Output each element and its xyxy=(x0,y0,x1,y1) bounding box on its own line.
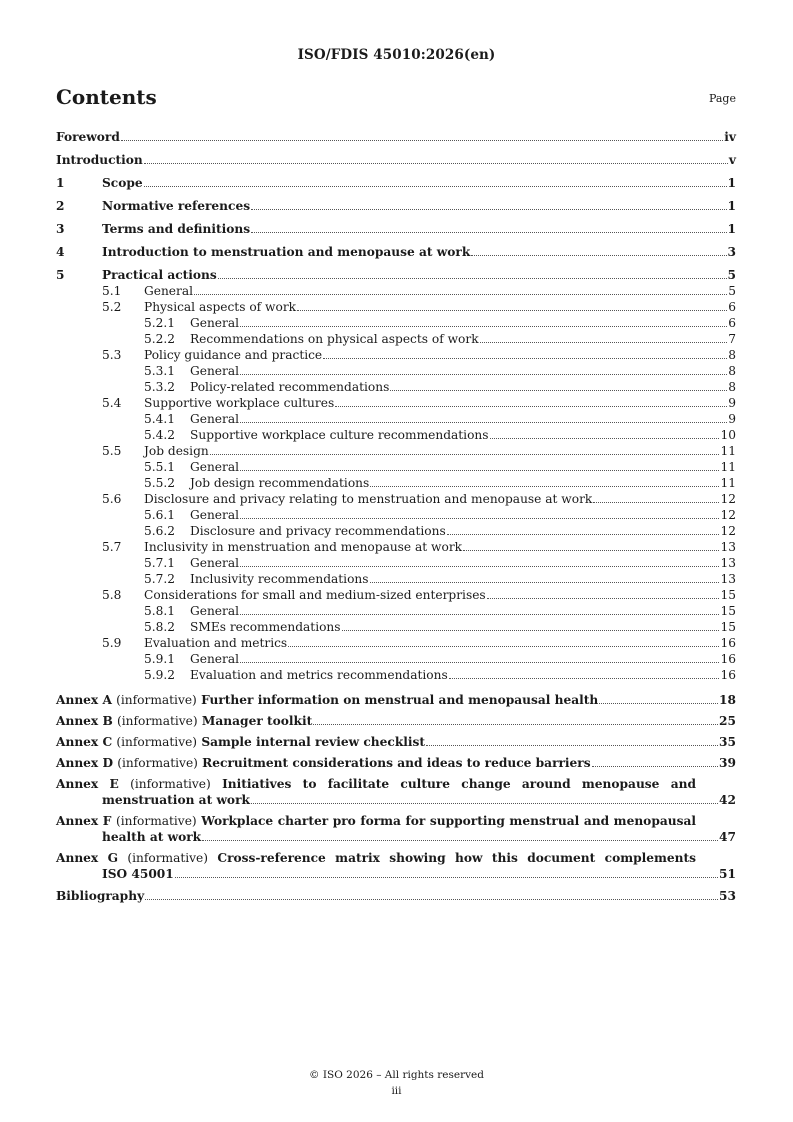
toc-entry-page: 8 xyxy=(728,364,736,378)
dot-leader xyxy=(471,255,726,256)
toc-entry-number: 5.5 xyxy=(102,444,122,458)
annex-entry[interactable] xyxy=(56,776,736,808)
toc-entry-number: 5.9 xyxy=(102,636,122,650)
toc-entry[interactable] xyxy=(56,283,736,299)
toc-entry-title: Physical aspects of work xyxy=(144,300,297,314)
toc-entry-title: Disclosure and privacy relating to menstruation and menopause at work xyxy=(144,492,593,506)
annex-title: Workplace charter pro forma for supporting menstrual and menopausal xyxy=(201,814,696,828)
toc-entry-number: 5.2 xyxy=(102,300,122,314)
annex-kind: (informative) xyxy=(117,714,198,728)
dot-leader xyxy=(490,438,720,439)
toc-entry[interactable] xyxy=(56,331,736,347)
toc-entry-page: 13 xyxy=(720,572,736,586)
annex-first-line xyxy=(56,850,696,866)
annex-entry[interactable] xyxy=(56,755,736,771)
toc-entry-page: 10 xyxy=(720,428,736,442)
annex-title: Sample internal review checklist xyxy=(201,735,426,749)
toc-entry[interactable] xyxy=(56,129,736,145)
dot-leader xyxy=(240,326,727,327)
dot-leader xyxy=(342,630,720,631)
annex-page: 51 xyxy=(719,867,736,881)
toc-entry-number: 5.7.1 xyxy=(144,556,176,570)
annex-title: Cross-reference matrix showing how this document complements xyxy=(217,851,696,865)
toc-entry-page: 12 xyxy=(720,492,736,506)
toc-entry-title: Terms and definitions xyxy=(102,222,251,236)
toc-entry-title: Evaluation and metrics xyxy=(144,636,288,650)
dot-leader xyxy=(592,766,718,767)
toc-entry-page: 6 xyxy=(728,300,736,314)
toc-entry-page: iv xyxy=(724,130,736,144)
annex-page: 39 xyxy=(719,756,736,770)
toc-entry-page: 11 xyxy=(720,444,736,458)
annex-kind: (informative) xyxy=(127,851,209,865)
toc-entry-page: 6 xyxy=(728,316,736,330)
dot-leader xyxy=(240,374,727,375)
toc-entry[interactable] xyxy=(56,395,736,411)
annex-second-line xyxy=(56,829,736,845)
dot-leader xyxy=(240,470,719,471)
dot-leader xyxy=(240,614,719,615)
toc-entry-title: Scope xyxy=(102,176,143,190)
dot-leader xyxy=(487,598,720,599)
toc-entry[interactable] xyxy=(56,315,736,331)
annex-title: Recruitment considerations and ideas to reduce barriers xyxy=(202,756,591,770)
toc-entry[interactable] xyxy=(56,571,736,587)
toc-entry[interactable] xyxy=(56,491,736,507)
annex-label: Annex G xyxy=(56,851,118,865)
dot-leader xyxy=(202,840,718,841)
toc-entry[interactable] xyxy=(56,651,736,667)
toc-entry-page: 11 xyxy=(720,460,736,474)
toc-entry-page: 15 xyxy=(720,620,736,634)
annex-entry[interactable] xyxy=(56,850,736,882)
page-footer xyxy=(0,1067,793,1099)
annex-first-line xyxy=(56,813,696,829)
toc-entry-page: 15 xyxy=(720,604,736,618)
annex-label: Annex C xyxy=(56,735,113,749)
dot-leader xyxy=(447,534,720,535)
toc-entry[interactable] xyxy=(56,299,736,315)
toc-entry-page: 15 xyxy=(720,588,736,602)
toc-entry-number: 5.5.1 xyxy=(144,460,176,474)
toc-entry-number: 3 xyxy=(56,222,65,236)
document-identifier: ISO/FDIS 45010:2026(en) xyxy=(297,47,496,63)
annex-kind: (informative) xyxy=(116,735,198,749)
annex-first-line xyxy=(56,776,696,792)
annex-entry[interactable] xyxy=(56,692,736,708)
toc-entry-number: 5.1 xyxy=(102,284,122,298)
toc-entry-title: General xyxy=(190,508,239,522)
toc-entry[interactable] xyxy=(56,539,736,555)
dot-leader xyxy=(370,486,719,487)
annex-title-continued: ISO 45001 xyxy=(102,867,174,881)
annex-label: Annex F xyxy=(56,814,112,828)
toc-entry-title: Job design xyxy=(144,444,209,458)
toc-entry-title: Bibliography xyxy=(56,889,145,903)
toc-entry[interactable] xyxy=(56,619,736,635)
toc-entry-title: General xyxy=(190,556,239,570)
dot-leader xyxy=(121,140,723,141)
toc-entry-page: 1 xyxy=(727,199,736,213)
toc-entry-page: 13 xyxy=(720,556,736,570)
annex-label: Annex D xyxy=(56,756,114,770)
toc-entry-number: 5.2.1 xyxy=(144,316,176,330)
toc-entry[interactable] xyxy=(56,198,736,214)
dot-leader xyxy=(297,310,727,311)
annex-entry[interactable] xyxy=(56,713,736,729)
toc-entry-title: Job design recommendations xyxy=(190,476,370,490)
toc-entry-title: Inclusivity in menstruation and menopause at work xyxy=(144,540,463,554)
toc-entry-page: 5 xyxy=(728,284,736,298)
toc-entry[interactable] xyxy=(56,379,736,395)
toc-entry-page: 9 xyxy=(728,412,736,426)
toc-entry-title: Policy-related recommendations xyxy=(190,380,390,394)
toc-entry[interactable] xyxy=(56,459,736,475)
annex-kind: (informative) xyxy=(117,756,198,770)
toc-entry-page: 7 xyxy=(728,332,736,346)
dot-leader xyxy=(426,745,718,746)
toc-entry-title: Introduction to menstruation and menopause at work xyxy=(102,245,471,259)
toc-entry-title: Practical actions xyxy=(102,268,217,282)
annex-kind: (informative) xyxy=(116,814,197,828)
toc-entry[interactable] xyxy=(56,587,736,603)
dot-leader xyxy=(240,566,719,567)
toc-entry-page: v xyxy=(728,153,736,167)
toc-entry-page: 13 xyxy=(720,540,736,554)
toc-entry-number: 4 xyxy=(56,245,65,259)
toc-entry[interactable] xyxy=(56,152,736,168)
toc-entry-number: 5.4.2 xyxy=(144,428,176,442)
toc-entry-page: 16 xyxy=(720,652,736,666)
toc-entry-title: Supportive workplace culture recommendations xyxy=(190,428,489,442)
toc-entry-page: 3 xyxy=(727,245,736,259)
annex-page: 35 xyxy=(719,735,736,749)
toc-entry-title: Foreword xyxy=(56,130,120,144)
toc-entry[interactable] xyxy=(56,667,736,683)
dot-leader xyxy=(288,646,719,647)
toc-entry-page: 16 xyxy=(720,668,736,682)
toc-entry-number: 5.7.2 xyxy=(144,572,176,586)
annex-title: Manager toolkit xyxy=(201,714,313,728)
toc-entry[interactable] xyxy=(56,347,736,363)
annex-page: 47 xyxy=(719,830,736,844)
toc-entry-page: 12 xyxy=(720,508,736,522)
toc-entry-number: 1 xyxy=(56,176,65,190)
toc-entry-number: 2 xyxy=(56,199,65,213)
annex-kind: (informative) xyxy=(130,777,211,791)
toc-entry-number: 5.8 xyxy=(102,588,122,602)
annex-title-continued: menstruation at work xyxy=(102,793,250,807)
dot-leader xyxy=(593,502,719,503)
toc-entry-number: 5.2.2 xyxy=(144,332,176,346)
toc-entry-title: SMEs recommendations xyxy=(190,620,341,634)
toc-entry-page: 16 xyxy=(720,636,736,650)
toc-entry-title: Policy guidance and practice xyxy=(144,348,323,362)
toc-entry-title: General xyxy=(190,604,239,618)
toc-entry-number: 5.6 xyxy=(102,492,122,506)
toc-entry-page: 5 xyxy=(727,268,736,282)
dot-leader xyxy=(240,662,719,663)
dot-leader xyxy=(210,454,720,455)
dot-leader xyxy=(144,163,728,164)
toc-entry-number: 5.9.2 xyxy=(144,668,176,682)
annex-entry[interactable] xyxy=(56,734,736,750)
contents-title: Contents xyxy=(56,85,157,109)
toc-entry-title: General xyxy=(190,412,239,426)
dot-leader xyxy=(313,724,718,725)
table-of-contents xyxy=(56,129,736,904)
toc-entry-number: 5.3.2 xyxy=(144,380,176,394)
toc-entry[interactable] xyxy=(56,427,736,443)
toc-entry[interactable] xyxy=(56,475,736,491)
toc-entry-number: 5.3.1 xyxy=(144,364,176,378)
dot-leader xyxy=(251,209,726,210)
toc-entry-number: 5.4 xyxy=(102,396,122,410)
toc-entry-page: 12 xyxy=(720,524,736,538)
dot-leader xyxy=(335,406,727,407)
toc-entry-number: 5.3 xyxy=(102,348,122,362)
dot-leader xyxy=(175,877,718,878)
toc-entry-number: 5.8.2 xyxy=(144,620,176,634)
dot-leader xyxy=(370,582,720,583)
toc-entry-title: Introduction xyxy=(56,153,143,167)
toc-entry-title: Normative references xyxy=(102,199,251,213)
dot-leader xyxy=(194,294,727,295)
dot-leader xyxy=(251,803,718,804)
toc-entry[interactable] xyxy=(56,555,736,571)
toc-entry[interactable] xyxy=(56,507,736,523)
annex-title: Further information on menstrual and menopausal health xyxy=(201,693,599,707)
annex-title-continued: health at work xyxy=(102,830,202,844)
annex-page: 42 xyxy=(719,793,736,807)
toc-entry-title: General xyxy=(190,364,239,378)
toc-entries xyxy=(56,129,736,683)
toc-entry[interactable] xyxy=(56,175,736,191)
toc-entry-number: 5.7 xyxy=(102,540,122,554)
toc-entry-page: 1 xyxy=(727,176,736,190)
page-column-label: Page xyxy=(708,92,736,105)
annex-page: 18 xyxy=(719,693,736,707)
toc-entry[interactable] xyxy=(56,244,736,260)
toc-entry-title: Recommendations on physical aspects of work xyxy=(190,332,479,346)
annex-title: Initiatives to facilitate culture change around menopause and xyxy=(222,777,697,791)
dot-leader xyxy=(463,550,719,551)
dot-leader xyxy=(144,186,727,187)
toc-entry[interactable] xyxy=(56,363,736,379)
toc-entry[interactable] xyxy=(56,411,736,427)
toc-entry-number: 5.6.2 xyxy=(144,524,176,538)
dot-leader xyxy=(323,358,727,359)
toc-entry[interactable] xyxy=(56,603,736,619)
dot-leader xyxy=(240,422,727,423)
toc-entry-title: General xyxy=(190,652,239,666)
dot-leader xyxy=(390,390,727,391)
dot-leader xyxy=(480,342,728,343)
toc-entry-page: 1 xyxy=(727,222,736,236)
toc-entry-title: Disclosure and privacy recommendations xyxy=(190,524,446,538)
toc-entry[interactable] xyxy=(56,267,736,283)
dot-leader xyxy=(251,232,726,233)
toc-entry-title: Inclusivity recommendations xyxy=(190,572,369,586)
toc-entry-number: 5.4.1 xyxy=(144,412,176,426)
annex-label: Annex A xyxy=(56,693,112,707)
toc-entry[interactable] xyxy=(56,221,736,237)
dot-leader xyxy=(599,703,718,704)
dot-leader xyxy=(145,899,718,900)
toc-entry-page: 53 xyxy=(719,889,736,903)
toc-entry-number: 5.9.1 xyxy=(144,652,176,666)
annex-label: Annex B xyxy=(56,714,113,728)
dot-leader xyxy=(449,678,720,679)
annex-page: 25 xyxy=(719,714,736,728)
toc-entry-title: Evaluation and metrics recommendations xyxy=(190,668,448,682)
annex-second-line xyxy=(56,866,736,882)
page-number: iii xyxy=(391,1085,402,1097)
toc-entry-page: 8 xyxy=(728,380,736,394)
toc-entry-title: Considerations for small and medium-sized enterprises xyxy=(144,588,486,602)
toc-entry-number: 5.5.2 xyxy=(144,476,176,490)
copyright-notice: © ISO 2026 – All rights reserved xyxy=(309,1069,484,1081)
annex-label: Annex E xyxy=(56,777,119,791)
toc-entry-number: 5.6.1 xyxy=(144,508,176,522)
annex-second-line xyxy=(56,792,736,808)
annex-entries xyxy=(56,692,736,882)
toc-entry-title: General xyxy=(190,460,239,474)
toc-entry-title: General xyxy=(190,316,239,330)
annex-entry[interactable] xyxy=(56,813,736,845)
annex-kind: (informative) xyxy=(116,693,197,707)
toc-entry-page: 8 xyxy=(728,348,736,362)
toc-entry-title: Supportive workplace cultures xyxy=(144,396,335,410)
dot-leader xyxy=(240,518,719,519)
toc-entry-title: General xyxy=(144,284,193,298)
toc-entry-number: 5.8.1 xyxy=(144,604,176,618)
toc-entry[interactable] xyxy=(56,523,736,539)
toc-entry-page: 11 xyxy=(720,476,736,490)
toc-entry[interactable] xyxy=(56,635,736,651)
toc-entry-bibliography[interactable] xyxy=(56,888,736,904)
dot-leader xyxy=(218,278,727,279)
toc-entry-page: 9 xyxy=(728,396,736,410)
toc-entry-number: 5 xyxy=(56,268,65,282)
toc-entry[interactable] xyxy=(56,443,736,459)
